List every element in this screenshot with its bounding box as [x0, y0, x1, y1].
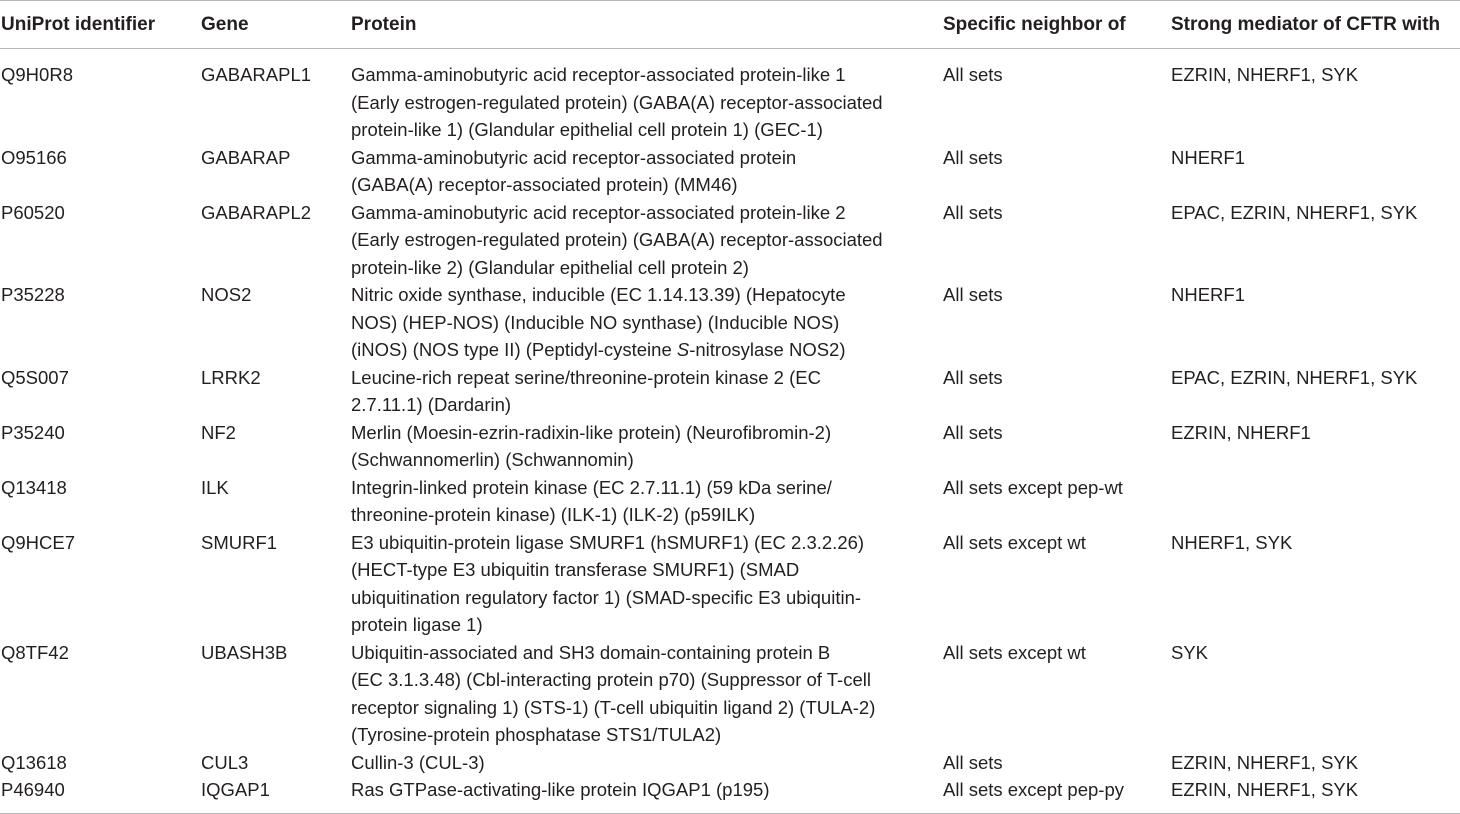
cell-mediator: EZRIN, NHERF1, SYK: [1171, 751, 1359, 773]
cell-uniprot: Q9HCE7: [1, 531, 76, 553]
cell-protein: [350, 199, 942, 282]
cell-neighbor: All sets: [943, 366, 1003, 388]
cell-neighbor: All sets except wt: [943, 531, 1086, 553]
cell-protein: [350, 639, 942, 749]
header-protein: Protein: [350, 1, 942, 49]
cell-mediator: NHERF1: [1171, 146, 1246, 168]
header-row: [0, 1, 1460, 49]
table-row: [0, 776, 1460, 813]
cell-mediator: SYK: [1171, 641, 1209, 663]
table-row: [0, 529, 1460, 639]
cell-uniprot: Q8TF42: [1, 641, 69, 663]
protein-line: Gamma-aminobutyric acid receptor-associated protein: [351, 146, 797, 168]
cell-protein: [350, 529, 942, 639]
cell-uniprot: Q9H0R8: [1, 64, 73, 85]
cell-protein: [350, 364, 942, 419]
cell-neighbor: All sets except pep-py: [942, 776, 1170, 813]
table-row: [0, 474, 1460, 529]
header-neighbor: Specific neighbor of: [942, 1, 1170, 49]
cell-neighbor: All sets: [943, 751, 1003, 773]
protein-line: (Early estrogen-regulated protein) (GABA(A) receptor-associated: [351, 229, 883, 250]
cell-mediator: NHERF1: [1171, 284, 1246, 305]
cell-gene: ILK: [201, 476, 229, 498]
cell-neighbor: All sets: [943, 64, 1003, 85]
protein-line: Ras GTPase-activating-like protein IQGAP1 (p195): [351, 779, 770, 800]
protein-line: (HECT-type E3 ubiquitin transferase SMURF1) (SMAD: [351, 559, 800, 580]
cell-mediator: EZRIN, NHERF1, SYK: [1171, 64, 1359, 85]
cell-mediator: EPAC, EZRIN, NHERF1, SYK: [1171, 201, 1418, 223]
header-gene: Gene: [200, 1, 350, 49]
protein-line: ubiquitination regulatory factor 1) (SMAD-specific E3 ubiquitin-: [351, 586, 862, 608]
table-row: [0, 144, 1460, 199]
protein-line: (GABA(A) receptor-associated protein) (MM46): [351, 174, 738, 195]
cell-gene: CUL3: [201, 751, 249, 773]
protein-line: protein-like 2) (Glandular epithelial cell protein 2): [351, 256, 749, 278]
table-row: [0, 639, 1460, 749]
table-row: [0, 749, 1460, 777]
cell-gene: LRRK2: [201, 366, 261, 388]
protein-line: Ubiquitin-associated and SH3 domain-containing protein B: [351, 641, 831, 663]
cell-mediator: EZRIN, NHERF1: [1171, 421, 1311, 443]
cell-neighbor: All sets: [943, 201, 1003, 223]
protein-line: (Schwannomerlin) (Schwannomin): [351, 449, 634, 470]
cell-neighbor: All sets: [943, 284, 1003, 305]
cell-mediator: EZRIN, NHERF1, SYK: [1170, 776, 1460, 813]
protein-line: NOS) (HEP-NOS) (Inducible NO synthase) (Inducible NOS): [351, 311, 840, 333]
cell-protein: [350, 49, 942, 144]
protein-line: Leucine-rich repeat serine/threonine-protein kinase 2 (EC: [351, 366, 821, 388]
cell-mediator: [1170, 474, 1460, 529]
cell-uniprot: P60520: [1, 201, 65, 223]
protein-line: Cullin-3 (CUL-3): [351, 751, 485, 773]
header-uniprot: UniProt identifier: [0, 1, 200, 49]
cell-neighbor: All sets except pep-wt: [943, 476, 1123, 498]
protein-line: (Early estrogen-regulated protein) (GABA(A) receptor-associated: [351, 91, 883, 113]
cell-gene: NF2: [201, 421, 236, 443]
cell-mediator: EPAC, EZRIN, NHERF1, SYK: [1171, 366, 1418, 388]
protein-line: E3 ubiquitin-protein ligase SMURF1 (hSMURF1) (EC 2.3.2.26): [351, 531, 865, 553]
cell-protein: [350, 474, 942, 529]
cell-protein: [350, 776, 942, 813]
cell-uniprot: P35240: [1, 421, 65, 443]
protein-line: (Tyrosine-protein phosphatase STS1/TULA2): [351, 724, 722, 745]
protein-line: threonine-protein kinase) (ILK-1) (ILK-2) (p59ILK): [351, 504, 756, 525]
protein-line: Nitric oxide synthase, inducible (EC 1.14.13.39) (Hepatocyte: [351, 284, 846, 305]
cell-gene: GABARAPL2: [201, 201, 312, 223]
header-mediator: Strong mediator of CFTR with: [1170, 1, 1460, 49]
cell-gene: UBASH3B: [201, 641, 288, 663]
cell-gene: SMURF1: [201, 531, 278, 553]
table-header: [0, 1, 1460, 49]
cell-neighbor: All sets: [943, 146, 1003, 168]
protein-line: protein ligase 1): [351, 614, 483, 635]
cell-gene: NOS2: [201, 284, 252, 305]
cell-protein: [350, 749, 942, 777]
cell-gene: GABARAPL1: [201, 64, 312, 85]
protein-line: (EC 3.1.3.48) (Cbl-interacting protein p70) (Suppressor of T-cell: [351, 669, 871, 690]
table-body: [0, 49, 1460, 814]
protein-line: Integrin-linked protein kinase (EC 2.7.11.1) (59 kDa serine/: [351, 476, 832, 498]
cell-uniprot: Q5S007: [1, 366, 69, 388]
protein-line: Gamma-aminobutyric acid receptor-associated protein-like 1: [351, 64, 846, 85]
cell-uniprot: O95166: [1, 146, 67, 168]
protein-line: (iNOS) (NOS type II) (Peptidyl-cysteine S-nitrosylase NOS2): [351, 339, 846, 360]
cell-neighbor: All sets: [943, 421, 1003, 443]
cell-protein: [350, 281, 942, 364]
table-row: [0, 364, 1460, 419]
protein-line: protein-like 1) (Glandular epithelial cell protein 1) (GEC-1): [351, 119, 823, 140]
protein-line: Merlin (Moesin-ezrin-radixin-like protein) (Neurofibromin-2): [351, 421, 832, 443]
table-row: [0, 49, 1460, 144]
table-row: [0, 199, 1460, 282]
cell-uniprot: P46940: [0, 776, 200, 813]
cell-neighbor: All sets except wt: [943, 641, 1086, 663]
cell-gene: GABARAP: [201, 146, 291, 168]
table-row: [0, 281, 1460, 364]
protein-line: Gamma-aminobutyric acid receptor-associated protein-like 2: [351, 201, 846, 223]
cell-uniprot: Q13418: [1, 476, 67, 498]
cell-protein: [350, 144, 942, 199]
cell-uniprot: Q13618: [1, 751, 67, 773]
protein-line: receptor signaling 1) (STS-1) (T-cell ubiquitin ligand 2) (TULA-2): [351, 696, 876, 718]
protein-line: 2.7.11.1) (Dardarin): [351, 394, 512, 415]
cell-mediator: NHERF1, SYK: [1171, 531, 1293, 553]
cell-protein: [350, 419, 942, 474]
cell-uniprot: P35228: [1, 284, 65, 305]
cell-gene: IQGAP1: [200, 776, 350, 813]
table-row: [0, 419, 1460, 474]
